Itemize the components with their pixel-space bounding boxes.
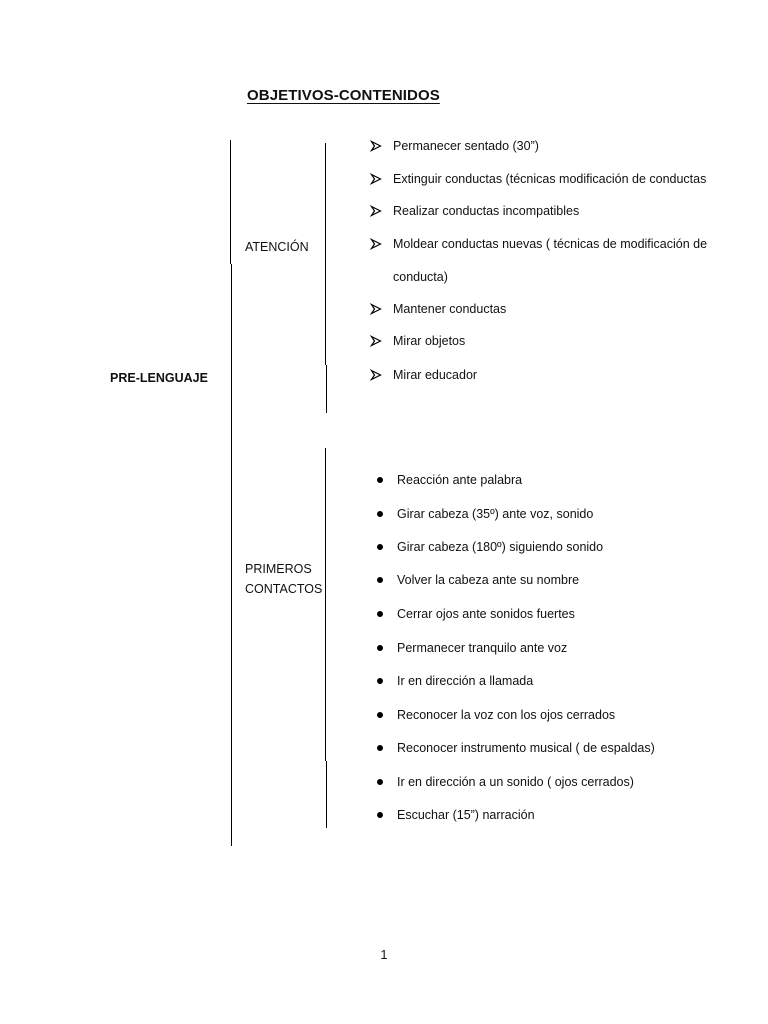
list-item-text: Mirar objetos [393, 334, 466, 348]
list-item-text: Escuchar (15”) narración [397, 808, 535, 822]
arrow-icon [370, 201, 384, 221]
bullet-icon [374, 537, 388, 557]
section-label-contacts-line1: PRIMEROS [245, 562, 312, 576]
arrow-icon [370, 234, 384, 254]
list-item-text: Cerrar ojos ante sonidos fuertes [397, 607, 575, 621]
bullet-icon [374, 705, 388, 725]
list-item-text: Ir en dirección a un sonido ( ojos cerrados) [397, 775, 634, 789]
list-item-text: Permanecer sentado (30”) [393, 139, 539, 153]
section-label-contacts [245, 559, 322, 599]
page-title: OBJETIVOS-CONTENIDOS [247, 87, 440, 104]
list-item-text: Reconocer la voz con los ojos cerrados [397, 708, 616, 722]
list-item-text: Ir en dirección a llamada [397, 674, 534, 688]
bullet-icon [374, 504, 388, 524]
bullet-icon [374, 738, 388, 758]
contacts-bracket-line-upper [325, 448, 326, 761]
bullet-icon [374, 470, 388, 490]
bullet-icon [374, 671, 388, 691]
attention-bracket-line-upper [325, 143, 326, 365]
bullet-icon [374, 638, 388, 658]
main-bracket-line-upper [230, 140, 231, 264]
arrow-icon [370, 299, 384, 319]
bullet-icon [374, 772, 388, 792]
list-item-text: Permanecer tranquilo ante voz [397, 641, 568, 655]
list-item-text: Extinguir conductas (técnicas modificación de conductas [393, 172, 707, 186]
page-number: 1 [380, 948, 388, 962]
arrow-icon [370, 331, 384, 351]
list-item-text: Moldear conductas nuevas ( técnicas de modificación de [393, 237, 708, 251]
list-item-text: Girar cabeza (180º) siguiendo sonido [397, 540, 604, 554]
bullet-icon [374, 570, 388, 590]
section-label-attention: ATENCIÓN [245, 240, 309, 254]
list-item-text: Realizar conductas incompatibles [393, 204, 580, 218]
main-category-label: PRE-LENGUAJE [110, 371, 208, 385]
arrow-icon [370, 365, 384, 385]
list-item-text: Reconocer instrumento musical ( de espaldas) [397, 741, 655, 755]
list-item-text: Mantener conductas [393, 302, 507, 316]
bullet-icon [374, 604, 388, 624]
list-item-text: Girar cabeza (35º) ante voz, sonido [397, 507, 594, 521]
arrow-icon [370, 136, 384, 156]
list-item-text: Mirar educador [393, 368, 478, 382]
contacts-bracket-line-lower [326, 761, 327, 828]
main-bracket-line-lower [231, 264, 232, 846]
list-item-text: Volver la cabeza ante su nombre [397, 573, 580, 587]
list-item-text: conducta) [393, 270, 448, 284]
attention-bracket-line-lower [326, 365, 327, 413]
bullet-icon [374, 805, 388, 825]
list-item-text: Reacción ante palabra [397, 473, 523, 487]
section-label-contacts-line2: CONTACTOS [245, 582, 323, 596]
arrow-icon [370, 169, 384, 189]
